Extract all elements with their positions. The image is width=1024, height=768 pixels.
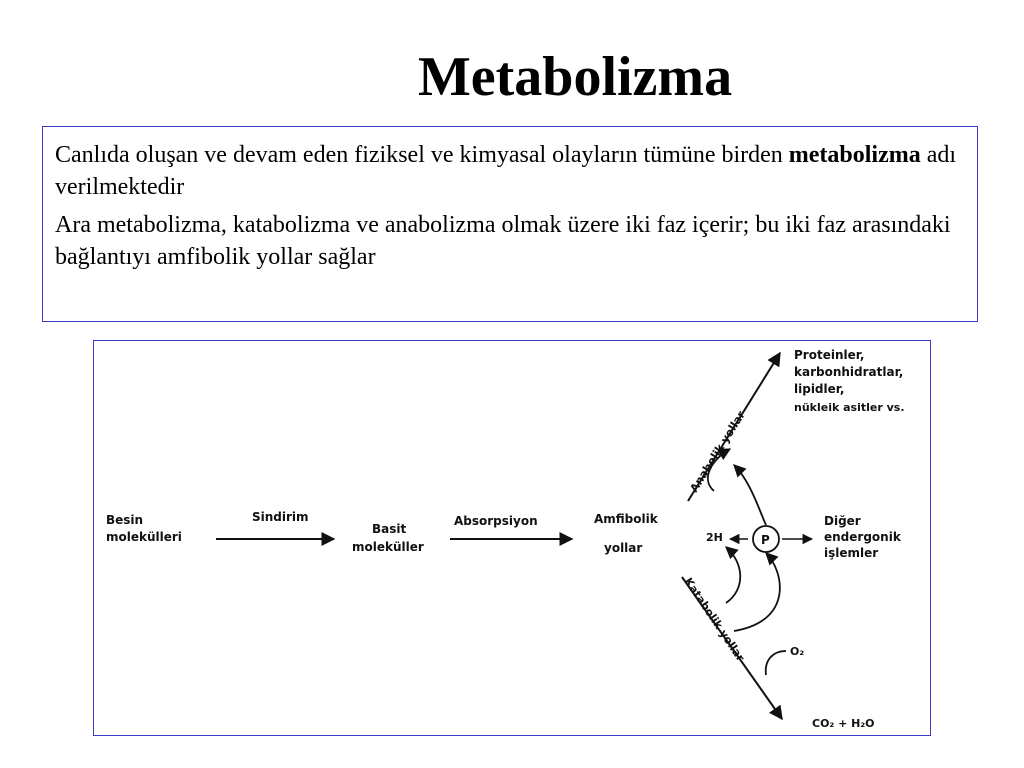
metabolism-diagram [93, 340, 931, 736]
node-proteinler-line2: karbonhidratlar, [794, 365, 904, 379]
symbol-o2: O₂ [790, 645, 805, 658]
node-proteinler-line3: lipidler, [794, 382, 845, 396]
node-diger-line3: işlemler [824, 546, 879, 560]
curve-o2 [766, 651, 786, 675]
node-co2-h2o: CO₂ + H₂O [812, 717, 875, 730]
curve-p-from-catabolic [734, 553, 780, 631]
node-diger-line1: Diğer [824, 514, 861, 528]
definition-text-end: adı verilmektedir [55, 142, 957, 200]
definition-bold-term: metabolizma [788, 142, 921, 168]
node-proteinler-line1: Proteinler, [794, 348, 865, 362]
node-amfibolik-line2: yollar [604, 541, 643, 555]
definition-box [42, 126, 978, 322]
node-besin-line1: Besin [106, 513, 144, 527]
edge-sindirim-label: Sindirim [252, 510, 309, 524]
symbol-p: P [761, 533, 770, 547]
curve-2h-from-catabolic [726, 547, 740, 603]
curve-p-to-anabolic [734, 465, 766, 525]
node-basit-line2: moleküller [352, 540, 424, 554]
node-proteinler-line4: nükleik asitler vs. [794, 401, 905, 414]
edge-katabolik-label: Katabolik yollar [681, 575, 748, 664]
node-besin-line2: molekülleri [106, 530, 182, 544]
definition-text-start: Canlıda oluşan ve devam eden fiziksel ve kimyasal olayların tümüne birden [55, 142, 789, 168]
symbol-2h: 2H [706, 531, 723, 544]
node-diger-line2: endergonik [824, 530, 901, 544]
node-basit-line1: Basit [372, 522, 407, 536]
metabolism-diagram-svg [94, 341, 930, 735]
slide-title: Metabolizma [417, 46, 733, 108]
node-amfibolik-line1: Amfibolik [594, 512, 658, 526]
edge-absorpsiyon-label: Absorpsiyon [454, 514, 538, 528]
definition-paragraph [55, 139, 963, 203]
phases-paragraph: Ara metabolizma, katabolizma ve anabolizma olmak üzere iki faz içerir; bu iki faz arasındaki bağlantıyı amfibolik yollar sağlar [55, 212, 951, 270]
edge-anabolik-label: Anabolik yollar [687, 408, 748, 495]
